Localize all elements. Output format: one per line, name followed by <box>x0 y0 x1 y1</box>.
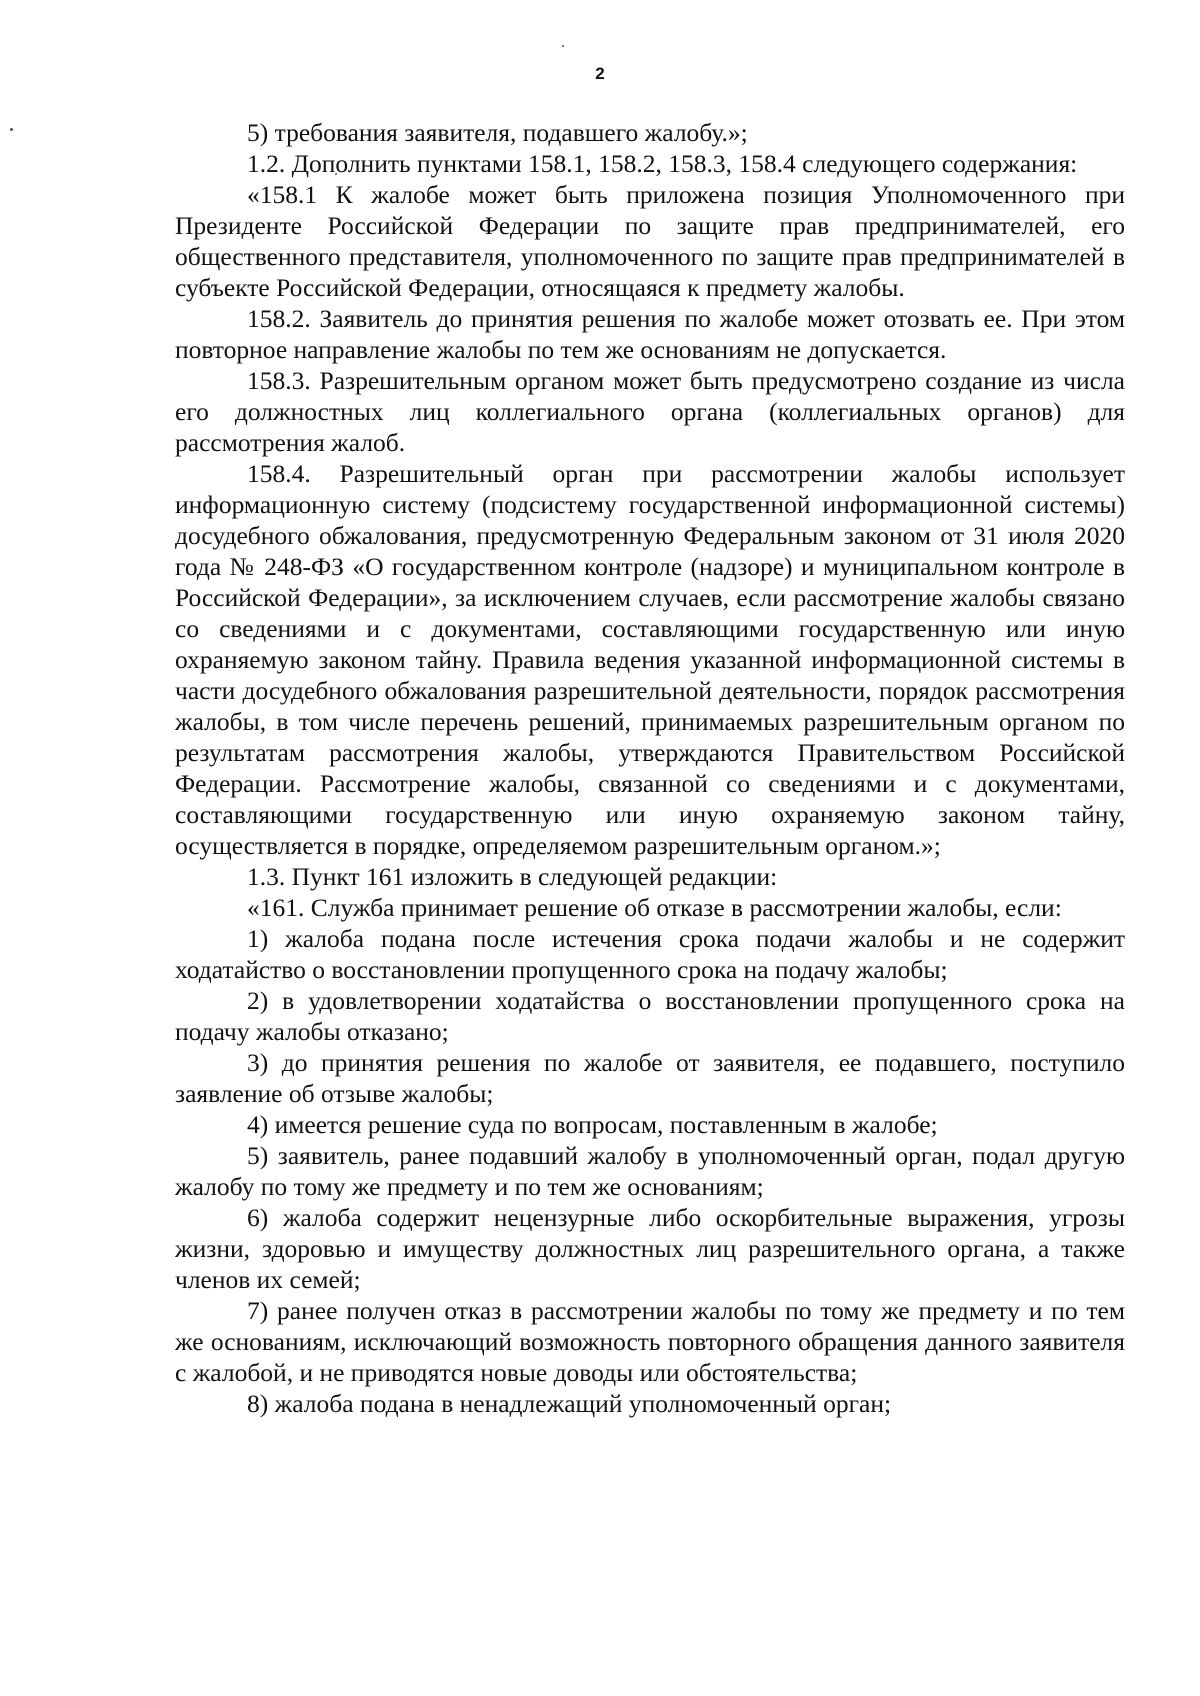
paragraph: 2) в удовлетворении ходатайства о восстановлении пропущенного срока на подачу жалобы отказано; <box>175 986 1125 1046</box>
paragraph: 3) до принятия решения по жалобе от заявителя, ее подавшего, поступило заявление об отзыве жалобы; <box>175 1048 1125 1108</box>
paragraph: 1.2. Дополнить пунктами 158.1, 158.2, 158.3, 158.4 следующего содержания: <box>247 149 1078 178</box>
scan-speck <box>562 45 564 47</box>
paragraph: 8) жалоба подана в ненадлежащий уполномоченный орган; <box>247 1389 892 1418</box>
paragraph: «161. Служба принимает решение об отказе в рассмотрении жалобы, если: <box>247 893 1062 922</box>
paragraph: 158.4. Разрешительный орган при рассмотрении жалобы использует информационную систему (подсистему государственной информационной системы) досудебного обжалования, предусмотренную Федеральным законом от 31 июля 2020 года № 248-ФЗ «О государственном контроле (надзоре) и муниципальном контроле в Российской Федерации», за исключением случаев, если рассмотрение жалобы связано со сведениями и с документами, составляющими государственную или иную охраняемую законом тайну. Правила ведения указанной информационной системы в части досудебного обжалования разрешительной деятельности, порядок рассмотрения жалобы, в том числе перечень решений, принимаемых разрешительным органом по результатам рассмотрения жалобы, утверждаются Правительством Российской Федерации. Рассмотрение жалобы, связанной со сведениями и с документами, составляющими государственную или иную охраняемую законом тайну, осуществляется в порядке, определяемом разрешительным органом.»; <box>175 459 1125 860</box>
paragraph: 1) жалоба подана после истечения срока подачи жалобы и не содержит ходатайство о восстановлении пропущенного срока на подачу жалобы; <box>175 924 1125 984</box>
paragraph: 1.3. Пункт 161 изложить в следующей редакции: <box>247 862 778 891</box>
paragraph: 158.3. Разрешительным органом может быть предусмотрено создание из числа его должностных лиц коллегиального органа (коллегиальных органов) для рассмотрения жалоб. <box>175 366 1125 457</box>
scan-speck <box>10 128 13 131</box>
paragraph: 5) требования заявителя, подавшего жалобу.»; <box>247 118 748 147</box>
paragraph: 5) заявитель, ранее подавший жалобу в уполномоченный орган, подал другую жалобу по тому же предмету и по тем же основаниям; <box>175 1141 1125 1201</box>
paragraph: 158.2. Заявитель до принятия решения по жалобе может отозвать ее. При этом повторное направление жалобы по тем же основаниям не допускается. <box>175 304 1125 364</box>
paragraph: «158.1 К жалобе может быть приложена позиция Уполномоченного при Президенте Российской Федерации по защите прав предпринимателей, его общественного представителя, уполномоченного по защите прав предпринимателей в субъекте Российской Федерации, относящаяся к предмету жалобы. <box>175 180 1125 302</box>
document-body <box>175 117 1125 1419</box>
paragraph: 7) ранее получен отказ в рассмотрении жалобы по тому же предмету и по тем же основаниям, исключающий возможность повторного обращения данного заявителя с жалобой, и не приводятся новые доводы или обстоятельства; <box>175 1296 1125 1387</box>
paragraph: 4) имеется решение суда по вопросам, поставленным в жалобе; <box>247 1110 938 1139</box>
page-number: 2 <box>595 64 605 83</box>
paragraph: 6) жалоба содержит нецензурные либо оскорбительные выражения, угрозы жизни, здоровью и имуществу должностных лиц разрешительного органа, а также членов их семей; <box>175 1203 1125 1294</box>
